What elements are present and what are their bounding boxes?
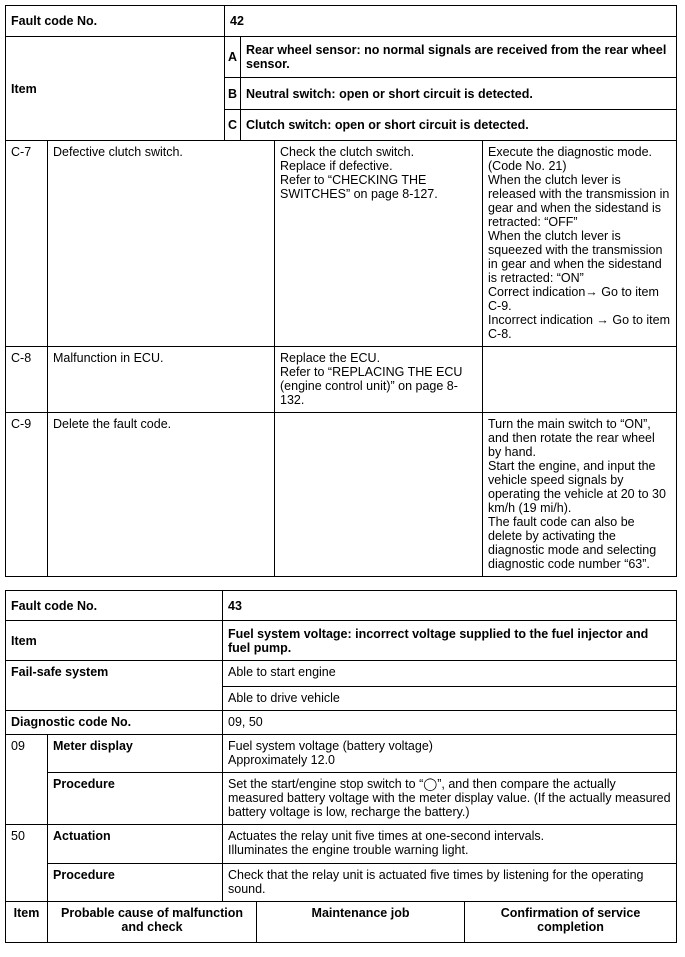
footer-item: Item [6,902,48,943]
code-50: 50 [6,825,48,902]
table-row [6,141,677,347]
procedure-09-text: Set the start/engine stop switch to “◯”, and then compare the actually measured battery voltage with the meter display value. (If the actually measured battery voltage is low, recharge the battery.) [223,773,677,825]
table-row [6,347,677,413]
item-letter-a: A [225,37,241,78]
row-cause: Defective clutch switch. [48,141,275,347]
row-maintenance-job: Check the clutch switch. Replace if defective. Refer to “CHECKING THE SWITCHES” on page 8-127. [275,141,483,347]
meter-display-text: Fuel system voltage (battery voltage) Approximately 12.0 [223,735,677,773]
failsafe-start: Able to start engine [223,661,677,687]
row-maintenance-job: Replace the ECU. Refer to “REPLACING THE ECU (engine control unit)” on page 8-132. [275,347,483,413]
row-maintenance-job [275,413,483,577]
item-text-a: Rear wheel sensor: no normal signals are received from the rear wheel sensor. [241,37,677,78]
footer-maintenance-job: Maintenance job [257,902,465,943]
fault-code-42-table [5,5,677,577]
row-code: C-7 [6,141,48,347]
item-text-b: Neutral switch: open or short circuit is detected. [241,78,677,110]
item-text: Fuel system voltage: incorrect voltage supplied to the fuel injector and fuel pump. [223,621,677,661]
procedure-label: Procedure [48,773,223,825]
footer-cause: Probable cause of malfunction and check [48,902,257,943]
procedure-50-text: Check that the relay unit is actuated five times by listening for the operating sound. [223,864,677,902]
actuation-label: Actuation [48,825,223,864]
row-code: C-9 [6,413,48,577]
row-code: C-8 [6,347,48,413]
row-confirmation: Execute the diagnostic mode. (Code No. 21) When the clutch lever is released with the transmission in gear and when the sidestand is retracted: “OFF” When the clutch lever is squeezed with the transmission in gear and when the sidestand is retracted: “ON” Correct indication→ Go to item C-9. Incorrect indication → Go to item C-8. [483,141,677,347]
row-confirmation: Turn the main switch to “ON”, and then rotate the rear wheel by hand. Start the engine, and input the vehicle speed signals by operating the vehicle at 20 to 30 km/h (19 mi/h). The fault code can also be delete by activating the diagnostic mode and selecting diagnostic code number “63”. [483,413,677,577]
item-text-c: Clutch switch: open or short circuit is detected. [241,110,677,141]
code-09: 09 [6,735,48,825]
fault-code-label: Fault code No. [6,591,223,621]
item-letter-b: B [225,78,241,110]
procedure-label: Procedure [48,864,223,902]
diagnostic-code-value: 09, 50 [223,711,677,735]
actuation-text: Actuates the relay unit five times at one-second intervals. Illuminates the engine trouble warning light. [223,825,677,864]
row-confirmation [483,347,677,413]
diagnostic-code-label: Diagnostic code No. [6,711,223,735]
failsafe-label: Fail-safe system [6,661,223,711]
row-cause: Delete the fault code. [48,413,275,577]
fault-code-43-table [5,590,677,943]
item-label: Item [6,621,223,661]
failsafe-drive: Able to drive vehicle [223,687,677,711]
fault-code-value: 42 [225,6,677,37]
row-cause: Malfunction in ECU. [48,347,275,413]
item-letter-c: C [225,110,241,141]
table-row [6,413,677,577]
item-label: Item [6,37,225,141]
fault-code-value: 43 [223,591,677,621]
fault-code-label: Fault code No. [6,6,225,37]
meter-display-label: Meter display [48,735,223,773]
footer-confirmation: Confirmation of service completion [465,902,677,943]
